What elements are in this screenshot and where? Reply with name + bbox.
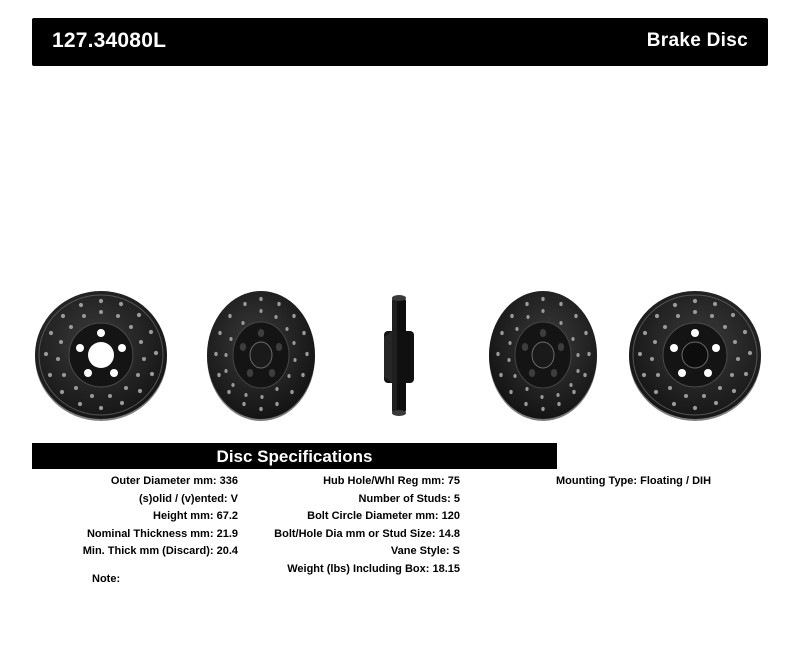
spec-row [250,491,460,509]
spec-value: 14.8 [438,527,460,540]
spec-row [32,491,238,509]
spec-label: Number of Studs: [358,492,451,505]
spec-row [556,473,768,491]
spec-row [32,508,238,526]
spec-row [250,561,460,579]
rotor-view-angled-right [478,285,608,425]
spec-label: Height mm: [153,510,214,522]
part-number: 127.34080L [52,29,167,52]
spec-row [250,473,460,491]
specs-right-column [556,473,768,491]
spec-label: Mounting Type: [556,475,638,487]
specs-section-title: Disc Specifications [216,447,373,466]
spec-row [32,473,238,491]
specs-left-column [32,473,238,561]
note-field [92,573,120,585]
spec-value: Floating / DIH [640,475,712,487]
spec-value: 67.2 [216,510,238,522]
rotor-view-front-right [620,285,770,425]
spec-row [250,543,460,561]
spec-label: Bolt/Hole Dia mm or Stud Size: [274,527,436,540]
spec-value: V [230,492,238,505]
spec-row [32,543,238,561]
spec-value: 75 [447,475,460,487]
spec-label: Vane Style: [390,545,450,557]
spec-label: Outer Diameter mm: [110,475,217,487]
note-label: Note: [92,573,121,585]
spec-value: 336 [219,475,238,487]
spec-label: Nominal Thickness mm: [86,527,214,540]
spec-label: (s)olid / (v)ented: [138,492,228,505]
spec-value: 21.9 [216,527,238,540]
spec-row [250,508,460,526]
page-title: Brake Disc [646,30,748,51]
spec-label: Min. Thick mm (Discard): [82,545,214,557]
spec-row [32,526,238,544]
spec-label: Weight (lbs) Including Box: [287,562,430,575]
spec-value: 20.4 [216,545,238,557]
spec-label: Bolt Circle Diameter mm: [307,510,439,522]
spec-label: Hub Hole/Whl Reg mm: [323,475,445,487]
specs-middle-column [250,473,460,578]
rotor-figure-row [0,285,800,435]
spec-value: S [452,545,460,557]
rotor-view-edge [360,285,440,425]
spec-row [250,526,460,544]
rotor-view-front-left [26,285,176,425]
spec-value: 5 [453,492,460,505]
rotor-view-angled-left [196,285,326,425]
spec-value: 18.15 [432,562,460,575]
spec-value: 120 [441,510,460,522]
